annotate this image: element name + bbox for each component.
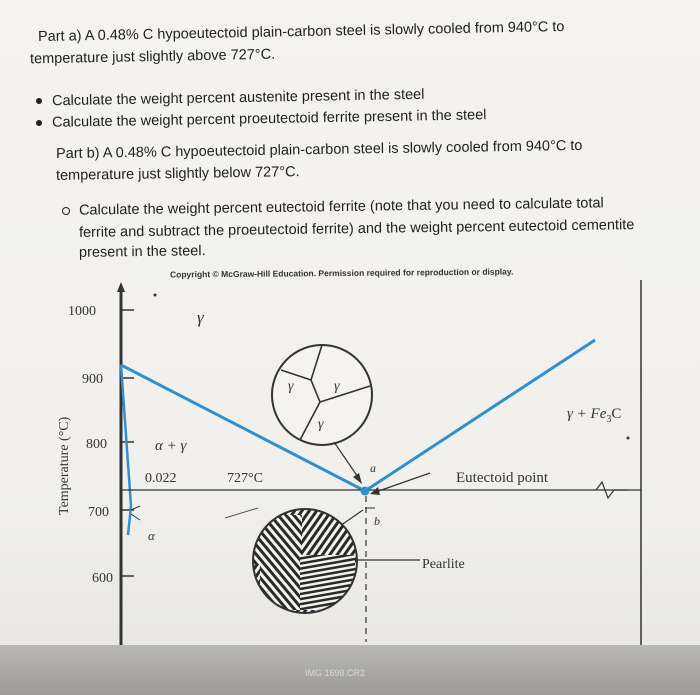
label-point-a: a [370,461,376,475]
part-a-bullet-1: Calculate the weight percent austenite present in the steel [51,86,425,110]
bullet-circle-icon [62,207,70,215]
bullet-dot-icon [36,120,42,126]
grain-label-1: γ [288,379,294,394]
y-axis-arrow-icon [117,282,125,292]
label-alpha-gamma: α + γ [155,438,187,454]
y-tick-label-1000: 1000 [68,304,96,319]
iron-carbon-phase-diagram [0,270,700,645]
stray-dot [627,437,630,440]
label-727c: 727°C [227,471,263,486]
part-b-sub-line-1: Calculate the weight percent eutectoid ferrite (note that you need to calculate total [78,195,604,219]
part-b-sub-line-3: present in the steel. [78,243,206,261]
marker-700b [131,514,140,520]
pen-mark [225,508,258,518]
part-b-sub-line-2: ferrite and subtract the proeutectoid ferrite) and the weight percent eutectoid cementite [78,217,635,241]
part-b-line-1: Part b) A 0.48% C hypoeutectoid plain-carbon steel is slowly cooled from 940°C to [55,137,583,163]
label-alpha: α [148,528,155,543]
grain-label-3: γ [318,417,324,432]
image-filename: IMG 1698.CR2 [305,668,366,678]
stray-dot [154,294,157,297]
arrow-head-icon [353,473,362,484]
copyright-notice: Copyright © McGraw-Hill Education. Permission required for reproduction or display. [169,266,514,280]
eutectoid-point-marker [361,487,370,496]
part-a-line-2: temperature just slightly above 727°C. [29,46,276,68]
label-0022: 0.022 [145,471,177,486]
bullet-dot-icon [36,98,42,104]
y-tick-label-800: 800 [86,437,107,452]
label-gamma-fe3c: $\gamma + Fe_3C$ [567,406,622,425]
y-axis-label: Temperature (°C) [57,416,72,515]
y-tick-label-900: 900 [82,372,103,387]
grain-label-2: γ [334,379,340,394]
pointer-arrow-a [334,442,360,480]
y-tick-label-700: 700 [88,505,109,520]
label-pearlite: Pearlite [422,557,465,572]
label-eutectoid-point: Eutectoid point [456,470,549,486]
part-a-line-1: Part a) A 0.48% C hypoeutectoid plain-carbon steel is slowly cooled from 940°C to [37,18,565,46]
label-point-b: b [374,514,380,528]
marker-700 [131,506,140,510]
y-tick-label-600: 600 [92,571,113,586]
part-a-bullet-2: Calculate the weight percent proeutectoid ferrite present in the steel [51,107,487,131]
label-gamma: γ [197,308,204,327]
part-b-line-2: temperature just slightly below 727°C. [55,164,300,184]
pearlite-microstructure [250,508,360,618]
